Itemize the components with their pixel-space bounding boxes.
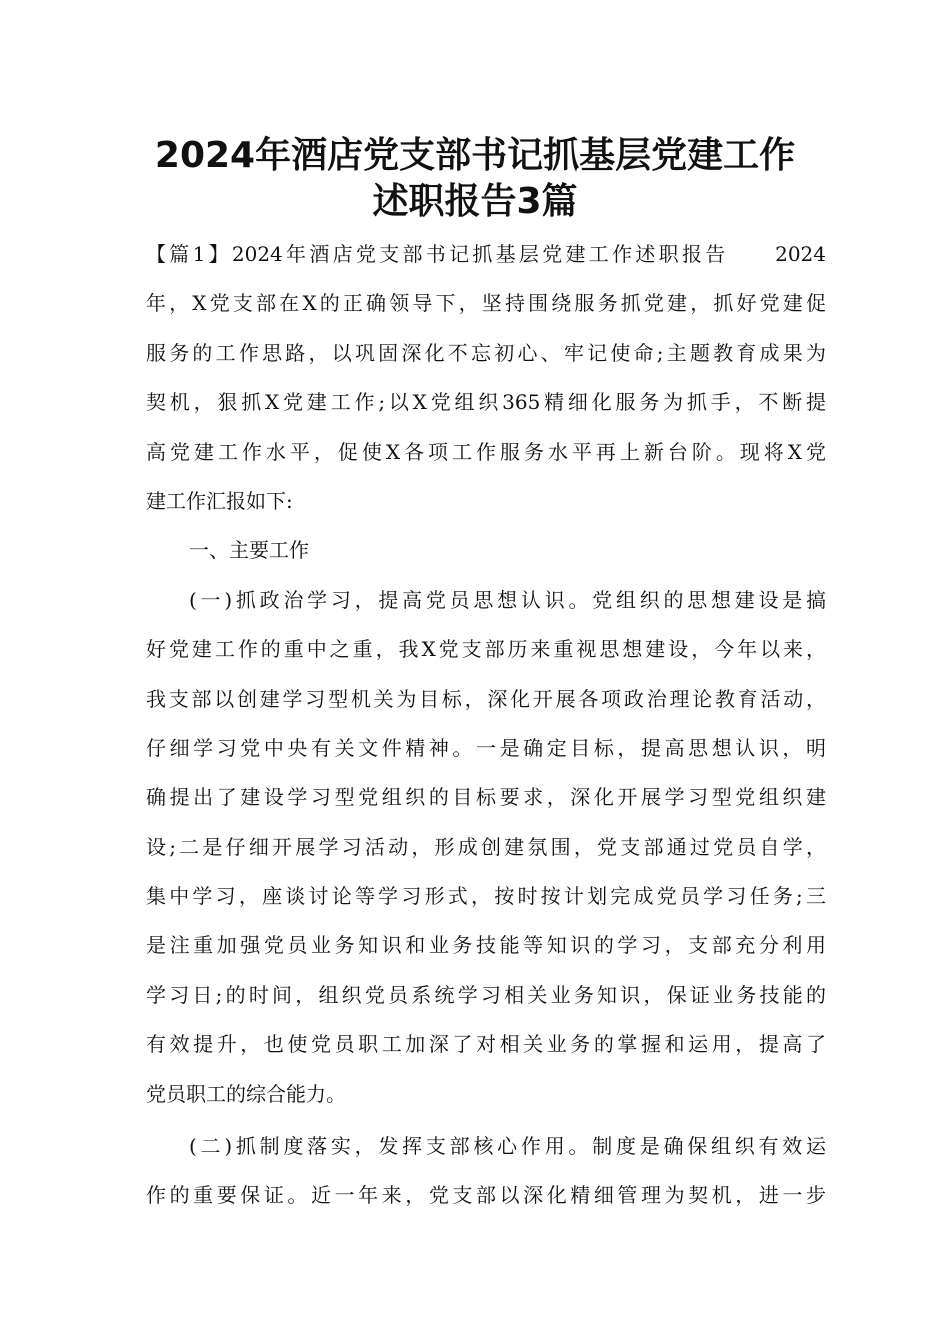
paragraph-line: 服务的工作思路，以巩固深化不忘初心、牢记使命;主题教育成果为 [146,340,826,365]
paragraph-line: 年，X党支部在X的正确领导下，坚持围绕服务抓党建，抓好党建促 [146,291,826,316]
paragraph-line: 高党建工作水平，促使X各项工作服务水平再上新台阶。现将X党 [146,439,826,464]
paragraph-line: 我支部以创建学习型机关为目标，深化开展各项政治理论教育活动， [146,686,826,711]
paragraph-line: 学习日;的时间，组织党员系统学习相关业务知识，保证业务技能的 [146,982,826,1007]
document-title-line-1: 2024年酒店党支部书记抓基层党建工作 [154,135,796,176]
paragraph-line: 集中学习，座谈讨论等学习形式，按时按计划完成党员学习任务;三 [146,884,826,909]
paragraph-line: (二)抓制度落实，发挥支部核心作用。制度是确保组织有效运 [189,1134,826,1159]
document-body [146,230,826,1221]
paragraph-line: (一)抓政治学习，提高党员思想认识。党组织的思想建设是搞 [189,587,826,612]
paragraph-line: 契机，狠抓X党建工作;以X党组织365精细化服务为抓手，不断提 [146,390,826,415]
document-title-line-2: 述职报告3篇 [372,181,578,222]
paragraph-line: 设;二是仔细开展学习活动，形成创建氛围，党支部通过党员自学， [146,834,826,859]
section-heading: 一、主要工作 [189,538,309,563]
paragraph-line: 好党建工作的重中之重，我X党支部历来重视思想建设，今年以来， [146,637,826,662]
paragraph-line: 有效提升，也使党员职工加深了对相关业务的掌握和运用，提高了 [146,1032,826,1057]
paragraph-line: 建工作汇报如下: [146,488,293,513]
paragraph-line: 党员职工的综合能力。 [146,1081,346,1106]
paragraph-line: 作的重要保证。近一年来，党支部以深化精细管理为契机，进一步 [146,1183,826,1208]
paragraph-line: 仔细学习党中央有关文件精神。一是确定目标，提高思想认识，明 [146,735,826,760]
paragraph-line: 【篇1】2024年酒店党支部书记抓基层党建工作述职报告 2024 [146,242,826,266]
paragraph-line: 是注重加强党员业务知识和业务技能等知识的学习，支部充分利用 [146,933,826,958]
paragraph-line: 确提出了建设学习型党组织的目标要求，深化开展学习型党组织建 [146,785,826,810]
